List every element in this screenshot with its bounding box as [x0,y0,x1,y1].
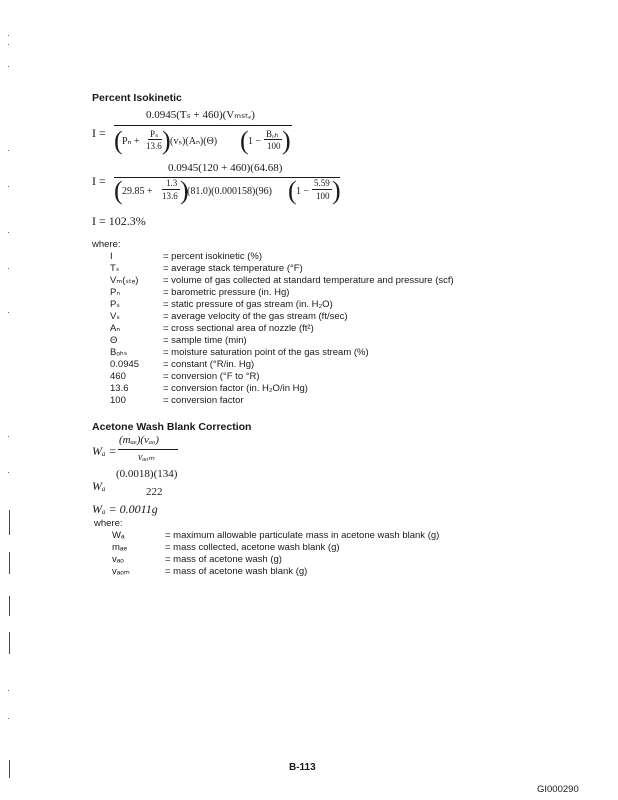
scan-mark [9,632,10,654]
fraction-bar [264,139,282,140]
where-label: where: [92,239,121,250]
formula-den-static-num: Pₛ [150,129,159,139]
scan-dot [8,718,9,719]
formula-numerator: 0.0945(Tₛ + 460)(Vₘₛₜₑ) [146,109,255,121]
definition-row: 0.0945 = constant (°R/in. Hg) [110,359,255,370]
close-paren: ) [282,126,291,155]
definition-row: Pₛ = static pressure of gas stream (in. H₂O) [110,299,333,310]
scan-dot [8,268,9,269]
formula-den-moisture-num: Bₒₕ [266,129,279,139]
formula-den-moisture-den: 100 [267,141,281,151]
scan-dot [8,150,9,151]
definition-row: Aₙ = cross sectional area of nozzle (ft²) [110,323,314,334]
scan-dot [8,232,9,233]
isokinetic-result: I = 102.3% [92,214,146,228]
scan-mark [9,510,10,535]
acetone-formula-numerator: (mₐₑ)(vₐₒ) [119,434,159,446]
close-paren: ) [180,176,189,205]
substitution-lhs: I = [92,174,106,188]
scan-dot [8,66,9,67]
open-paren: ( [114,126,123,155]
definition-row: mₐₑ = mass collected, acetone wash blank (g) [112,542,340,553]
definitions-list-acetone [112,530,542,580]
substitution-den-moisture-pre: 1 − [296,186,310,197]
substitution-den-moisture-num: 5.59 [314,178,330,188]
section-heading-percent-isokinetic: Percent Isokinetic [92,92,182,104]
definition-row: vₐₒₘ = mass of acetone wash blank (g) [112,566,308,577]
where-label: where: [94,518,123,529]
definition-row: vₐₒ = mass of acetone wash (g) [112,554,282,565]
scan-mark [9,552,10,574]
definition-row: Wₐ = maximum allowable particulate mass in acetone wash blank (g) [112,530,440,541]
scan-dot [8,44,9,45]
scan-dot [8,186,9,187]
open-paren: ( [288,176,297,205]
formula-lhs: I = [92,126,106,140]
scan-dot [8,312,9,313]
close-paren: ) [162,126,171,155]
document-id: GI000290 [537,784,579,795]
scan-dot [8,690,9,691]
definition-row: Bₒₕₛ = moisture saturation point of the gas stream (%) [110,347,369,358]
acetone-substitution-denominator: 222 [146,486,163,498]
page-number: B-113 [289,762,316,773]
definition-row: Θ = sample time (min) [110,335,247,346]
fraction-bar [114,177,340,178]
fraction-bar [148,139,162,140]
fraction-bar [162,189,180,190]
definition-row: 100 = conversion factor [110,395,244,406]
definition-row: I = percent isokinetic (%) [110,251,262,262]
formula-den-pressure: Pₙ + [122,136,140,147]
open-paren: ( [240,126,249,155]
substitution-den-static-num: 1.3 [166,178,178,188]
close-paren: ) [332,176,341,205]
open-paren: ( [114,176,123,205]
acetone-formula [92,433,182,467]
isokinetic-substitution [92,162,342,212]
section-heading-acetone-wash: Acetone Wash Blank Correction [92,421,252,433]
scan-dot [8,472,9,473]
formula-den-moisture-pre: 1 − [248,136,262,147]
substitution-den-static-den: 13.6 [162,191,178,201]
acetone-result: Wₐ = 0.0011g [92,502,158,516]
scan-mark [9,596,10,616]
scan-dot [8,35,9,36]
substitution-numerator: 0.0945(120 + 460)(64.68) [168,162,283,174]
substitution-den-moisture-den: 100 [316,191,330,201]
definitions-list-isokinetic [110,251,540,411]
acetone-formula-denominator: vₐₒₘ [138,452,155,463]
fraction-bar [312,189,332,190]
formula-den-static-den: 13.6 [146,141,162,151]
acetone-substitution-lhs: Wₐ [92,479,106,493]
acetone-substitution-numerator: (0.0018)(134) [116,468,178,480]
definition-row: Vₛ = average velocity of the gas stream (ft/sec) [110,311,348,322]
definition-row: Pₙ = barometric pressure (in. Hg) [110,287,290,298]
definition-row: 460 = conversion (°F to °R) [110,371,260,382]
scan-dot [8,436,9,437]
definition-row: Vₘ(ₛₜₑ) = volume of gas collected at standard temperature and pressure (scf) [110,275,454,286]
fraction-bar [114,125,292,126]
acetone-substitution [92,468,202,502]
formula-den-middle: (vₛ)(Aₙ)(Θ) [170,136,218,147]
substitution-den-middle: (81.0)(0.000158)(96) [187,186,272,197]
scan-mark [9,760,10,778]
fraction-bar [118,449,178,450]
acetone-formula-lhs: Wₐ = [92,444,117,458]
isokinetic-formula [92,108,292,166]
definition-row: Tₛ = average stack temperature (°F) [110,263,303,274]
substitution-den-pressure: 29.85 + [122,186,153,197]
definition-row: 13.6 = conversion factor (in. H₂O/in Hg) [110,383,308,394]
